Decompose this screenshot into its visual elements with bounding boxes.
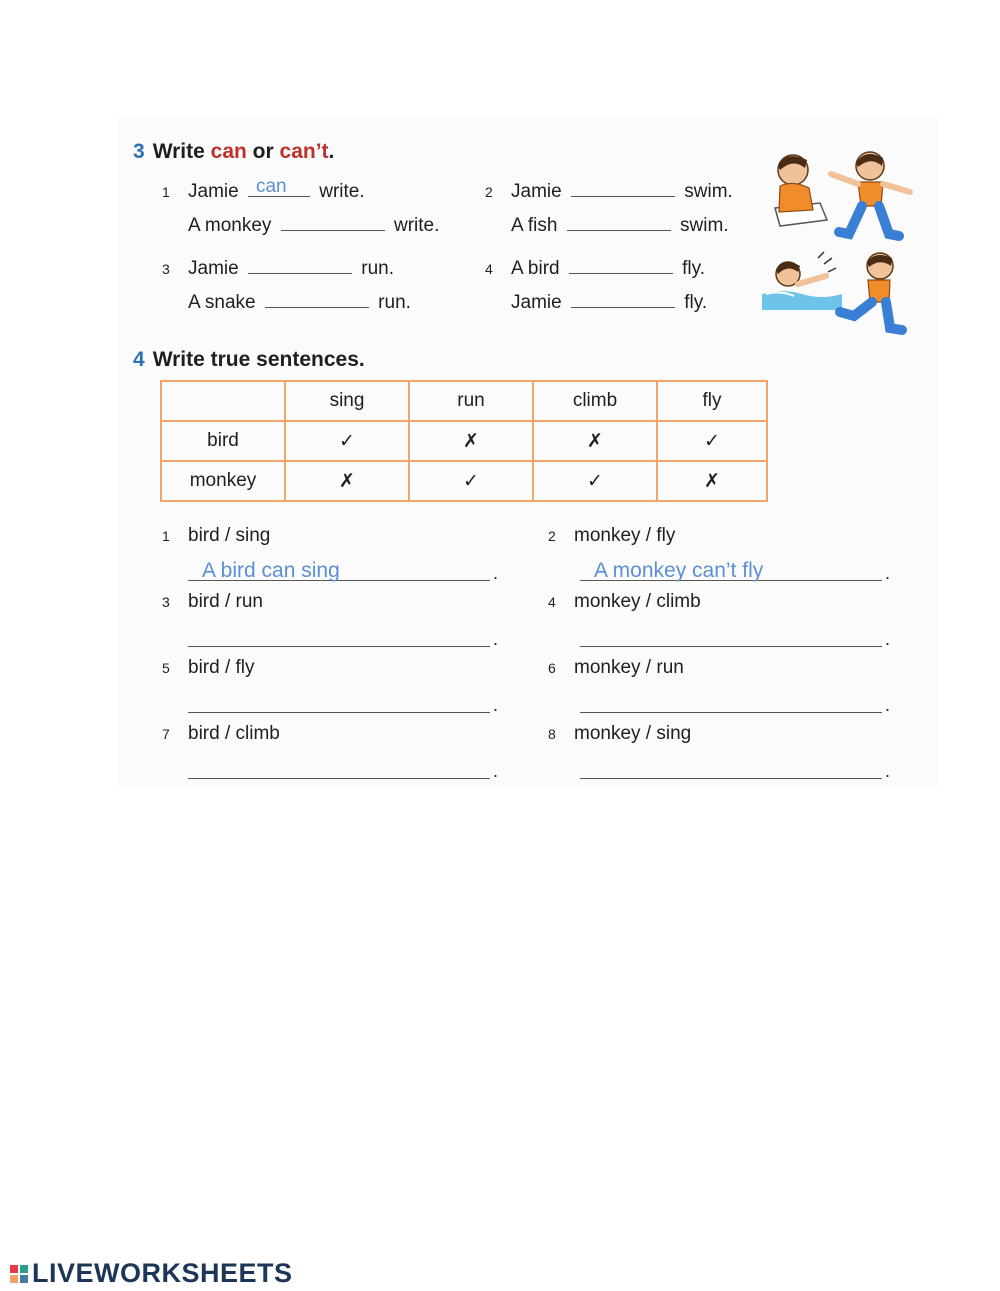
answer-text: can <box>255 176 287 197</box>
ex4-item-1-prompt <box>162 525 270 547</box>
ex4-item-2-answer-line[interactable] <box>580 556 890 583</box>
item-number: 3 <box>162 261 170 277</box>
period: . <box>884 563 890 583</box>
ex4-item-3-answer-line[interactable] <box>188 622 498 649</box>
item-number: 2 <box>485 184 493 200</box>
item-prompt: monkey / climb <box>574 591 701 612</box>
exercise-4-heading <box>133 348 365 372</box>
item-prompt: bird / climb <box>188 723 280 744</box>
period: . <box>884 695 890 715</box>
item-text: swim. <box>680 215 729 236</box>
ability-mark: ✗ <box>285 461 409 501</box>
item-number: 4 <box>485 261 493 277</box>
ability-mark: ✓ <box>409 461 533 501</box>
item-text: run. <box>378 292 411 313</box>
table-header-cell: climb <box>533 381 657 421</box>
ex4-item-6-answer-line[interactable] <box>580 688 890 715</box>
logo-grid-icon <box>10 1265 28 1283</box>
item-text: swim. <box>684 181 733 202</box>
table-header-cell: sing <box>285 381 409 421</box>
period: . <box>884 629 890 649</box>
ex3-item-1-line-1 <box>162 176 365 203</box>
item-number: 5 <box>162 660 170 676</box>
ex4-item-8-prompt <box>548 723 691 745</box>
item-number: 6 <box>548 660 556 676</box>
ability-mark: ✗ <box>533 421 657 461</box>
item-number: 3 <box>162 594 170 610</box>
abilities-table <box>160 380 768 502</box>
period: . <box>492 629 498 649</box>
item-prompt: monkey / sing <box>574 723 692 744</box>
answer-text: A monkey can’t fly <box>594 559 764 582</box>
table-header-row <box>161 381 767 421</box>
word-cant: can’t <box>279 140 329 163</box>
ex4-item-4-prompt <box>548 591 701 613</box>
item-number: 4 <box>548 594 556 610</box>
ex4-item-7-answer-line[interactable] <box>188 754 498 781</box>
boy-swimming-and-running-illustration <box>762 250 912 335</box>
exercise-3-heading <box>133 140 334 164</box>
ex4-item-3-prompt <box>162 591 263 613</box>
answer-blank[interactable] <box>248 257 352 274</box>
ex3-item-4-line-1 <box>485 257 705 280</box>
ex4-item-5-prompt <box>162 657 255 679</box>
answer-blank[interactable] <box>248 176 310 197</box>
ex3-item-1-line-2 <box>188 214 439 237</box>
item-text: Jamie <box>188 258 239 279</box>
ability-mark: ✗ <box>657 461 767 501</box>
ex4-item-8-answer-line[interactable] <box>580 754 890 781</box>
word-can: can <box>210 140 247 163</box>
item-number: 8 <box>548 726 556 742</box>
item-text: A monkey <box>188 215 272 236</box>
period: . <box>492 563 498 583</box>
period: . <box>492 761 498 781</box>
item-text: fly. <box>684 292 708 313</box>
exercise-3-title-or: or <box>246 140 280 163</box>
row-label: monkey <box>161 461 285 501</box>
ex4-item-2-prompt <box>548 525 675 547</box>
table-header-cell: fly <box>657 381 767 421</box>
item-prompt: monkey / run <box>574 657 684 678</box>
ability-mark: ✓ <box>285 421 409 461</box>
answer-blank[interactable] <box>571 291 675 308</box>
ex4-item-4-answer-line[interactable] <box>580 622 890 649</box>
period: . <box>884 761 890 781</box>
exercise-3-title-prefix: Write <box>152 140 211 163</box>
answer-blank[interactable] <box>571 180 675 197</box>
item-number: 1 <box>162 528 170 544</box>
item-text: write. <box>394 215 440 236</box>
ex4-item-6-prompt <box>548 657 684 679</box>
table-header-cell <box>161 381 285 421</box>
item-text: fly. <box>682 258 706 279</box>
ability-mark: ✓ <box>533 461 657 501</box>
ex3-item-3-line-1 <box>162 257 394 280</box>
row-label: bird <box>161 421 285 461</box>
ability-mark: ✓ <box>657 421 767 461</box>
item-number: 2 <box>548 528 556 544</box>
liveworksheets-logo <box>10 1258 293 1289</box>
table-row <box>161 461 767 501</box>
answer-blank[interactable] <box>569 257 673 274</box>
item-text: write. <box>319 181 365 202</box>
answer-text: A bird can sing <box>202 559 340 582</box>
boy-writing-and-jumping-illustration <box>765 148 915 243</box>
item-prompt: monkey / fly <box>574 525 676 546</box>
exercise-4-title: Write true sentences. <box>152 348 365 371</box>
item-number: 7 <box>162 726 170 742</box>
period: . <box>492 695 498 715</box>
ex3-item-3-line-2 <box>188 291 411 314</box>
item-text: run. <box>361 258 394 279</box>
exercise-3-number: 3 <box>133 140 145 163</box>
ex3-item-2-line-1 <box>485 180 733 203</box>
item-prompt: bird / run <box>188 591 263 612</box>
ex3-item-4-line-2 <box>511 291 707 314</box>
item-prompt: bird / sing <box>188 525 271 546</box>
exercise-3-title-end: . <box>328 140 335 163</box>
item-text: A fish <box>511 215 558 236</box>
item-text: Jamie <box>188 181 239 202</box>
table-row <box>161 421 767 461</box>
ex4-item-7-prompt <box>162 723 280 745</box>
table-header-cell: run <box>409 381 533 421</box>
ability-mark: ✗ <box>409 421 533 461</box>
answer-blank[interactable] <box>567 214 671 231</box>
ex4-item-5-answer-line[interactable] <box>188 688 498 715</box>
ex4-item-1-answer-line[interactable] <box>188 556 498 583</box>
answer-blank[interactable] <box>281 214 385 231</box>
item-text: Jamie <box>511 292 562 313</box>
ex3-item-2-line-2 <box>511 214 729 237</box>
item-number: 1 <box>162 184 170 200</box>
exercise-4-number: 4 <box>133 348 145 371</box>
answer-blank[interactable] <box>265 291 369 308</box>
item-prompt: bird / fly <box>188 657 255 678</box>
item-text: Jamie <box>511 181 562 202</box>
logo-text: LIVEWORKSHEETS <box>32 1258 293 1288</box>
item-text: A snake <box>188 292 256 313</box>
item-text: A bird <box>511 258 560 279</box>
